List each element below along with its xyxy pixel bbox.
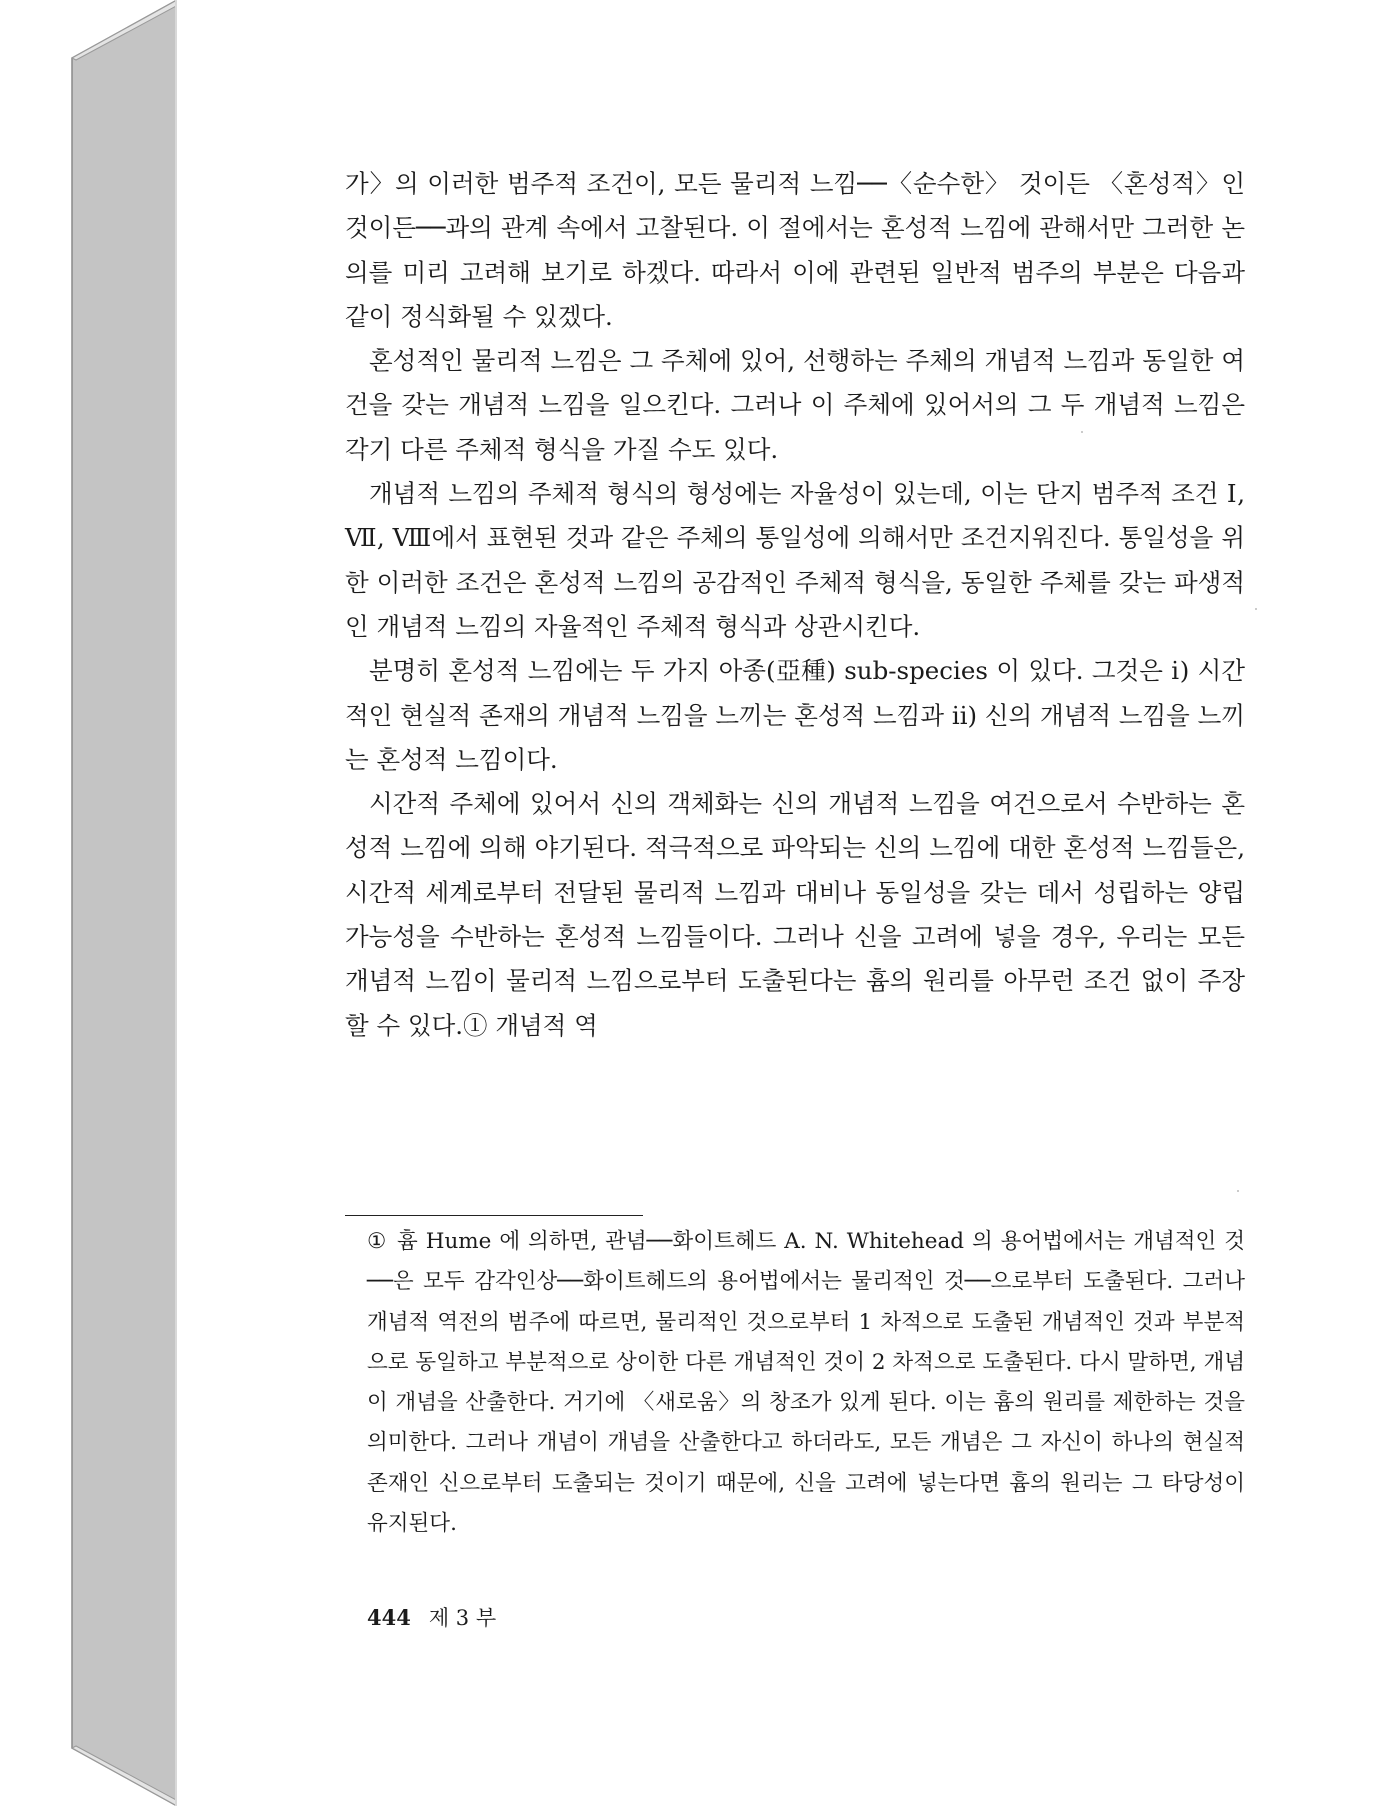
part-label: 제 3 부 [428,1606,497,1630]
footnote-text: 흄 Hume 에 의하면, 관념──화이트헤드 A. N. Whitehead 의 용어법에서는 개념적인 것──은 모두 감각인상──화이트헤드의 용어법에서는 물리적인 것──으로부터 도출된다. 그러나 개념적 역전의 범주에 따르면, 물리적인 것으로부터 1 차적으로 도출된 개념적인 것과 부분적으로 동일하고 부분적으로 상이한 다른 개념적인 것이 2 차적으로 도출된다. 다시 말하면, 개념이 개념을 산출한다. 거기에 〈새로움〉의 창조가 있게 된다. 이는 흄의 원리를 제한하는 것을 의미한다. 그러나 개념이 개념을 산출한다고 하더라도, 모든 개념은 그 자신이 하나의 현실적 존재인 신으로부터 도출되는 것이기 때문에, 신을 고려에 넣는다면 흄의 원리는 그 타당성이 유지된다. [367,1229,1245,1537]
footnote-marker: ① [367,1229,387,1254]
scan-speck [1081,431,1083,433]
book-page [177,0,1375,1806]
page-footer [367,1603,496,1633]
paragraph: 시간적 주체에 있어서 신의 객체화는 신의 개념적 느낌을 여건으로서 수반하는 혼성적 느낌에 의해 야기된다. 적극적으로 파악되는 신의 느낌에 대한 혼성적 느낌들은, 시간적 세계로부터 전달된 물리적 느낌과 대비나 동일성을 갖는 데서 성립하는 양립 가능성을 수반하는 혼성적 느낌들이다. 그러나 신을 고려에 넣을 경우, 우리는 모든 개념적 느낌이 물리적 느낌으로부터 도출된다는 흄의 원리를 아무런 조건 없이 주장할 수 있다.① 개념적 역 [345,789,1245,1040]
scan-speck [1255,608,1257,610]
scan-speck [1237,1190,1239,1192]
paragraph: 개념적 느낌의 주체적 형식의 형성에는 자율성이 있는데, 이는 단지 범주적 조건 Ⅰ, Ⅶ, Ⅷ에서 표현된 것과 같은 주체의 통일성에 의해서만 조건지워진다. 통일성을 위한 이러한 조건은 혼성적 느낌의 공감적인 주체적 형식을, 동일한 주체를 갖는 파생적인 개념적 느낌의 자율적인 주체적 형식과 상관시킨다. [345,479,1245,641]
body-text [345,162,1245,1048]
paragraph: 혼성적인 물리적 느낌은 그 주체에 있어, 선행하는 주체의 개념적 느낌과 동일한 여건을 갖는 개념적 느낌을 일으킨다. 그러나 이 주체에 있어서의 그 두 개념적 느낌은 각기 다른 주체적 형식을 가질 수도 있다. [345,346,1245,464]
page-number: 444 [367,1605,411,1630]
book-spine-face [72,0,177,1806]
paragraph: 분명히 혼성적 느낌에는 두 가지 아종(亞種) sub-species 이 있다. 그것은 ⅰ) 시간적인 현실적 존재의 개념적 느낌을 느끼는 혼성적 느낌과 ⅱ) 신의 개념적 느낌을 느끼는 혼성적 느낌이다. [345,656,1245,774]
footnote [367,1222,1245,1544]
paragraph: 가〉의 이러한 범주적 조건이, 모든 물리적 느낌──〈순수한〉 것이든 〈혼성적〉인 것이든──과의 관계 속에서 고찰된다. 이 절에서는 혼성적 느낌에 관해서만 그러한 논의를 미리 고려해 보기로 하겠다. 따라서 이에 관련된 일반적 범주의 부분은 다음과 같이 정식화될 수 있겠다. [345,169,1245,331]
footnote-divider [345,1215,643,1216]
